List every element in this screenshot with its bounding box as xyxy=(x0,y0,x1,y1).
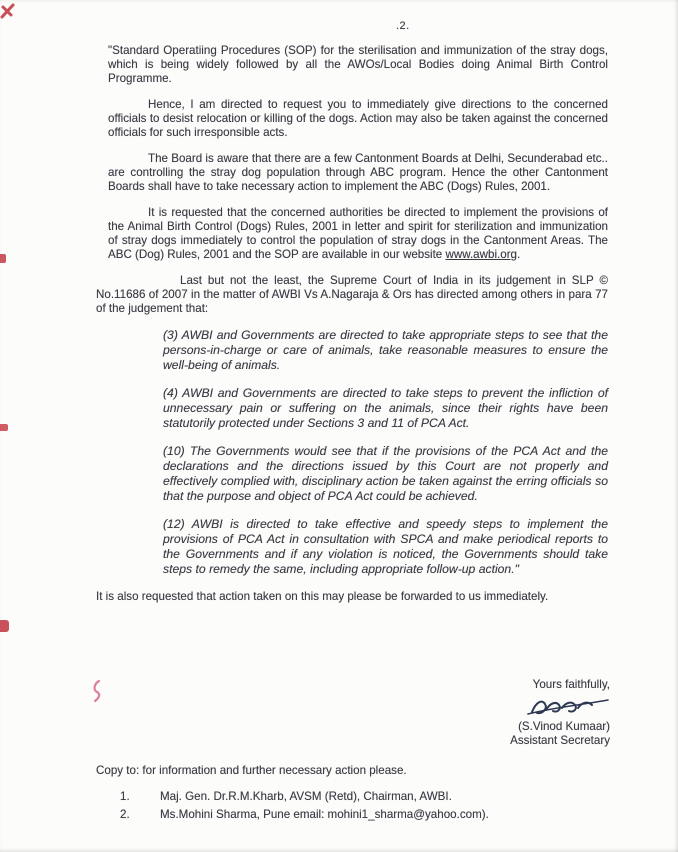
pink-pen-mark xyxy=(90,679,104,703)
copy-item-number: 1. xyxy=(120,790,130,803)
para-abc-rules-period: . xyxy=(517,248,521,261)
copy-to-heading: Copy to: for information and further necessary action please. xyxy=(96,764,407,777)
red-edge-mark xyxy=(0,424,8,431)
judgement-quote-10: (10) The Governments would see that if the provisions of the PCA Act and the declarations and the directions issued by this Court are not properly and effectively complied with, disciplinary action be taken against the erring officials so that the purpose and object of PCA Act could be achieved. xyxy=(163,444,608,503)
awbi-website-link[interactable]: www.awbi.org xyxy=(445,248,518,261)
red-corner-mark xyxy=(0,2,20,22)
para-abc-rules-text: It is requested that the concerned authorities be directed to implement the provisions of the Animal Birth Control (Dogs) Rules, 2001 in letter and spirit for sterilization and immunization of stray dogs immediately to control the population of stray dogs in the Cantonment Areas. The ABC (Dog) Rules, 2001 and the SOP are available in our website xyxy=(108,206,608,261)
closing-block xyxy=(510,678,610,749)
page-number: .2. xyxy=(396,20,410,32)
para-directions-request: Hence, I am directed to request you to immediately give directions to the concerned officials to desist relocation or killing of the dogs. Action may also be taken against the concerned officials for such irresponsible acts. xyxy=(108,98,608,139)
red-edge-mark xyxy=(0,254,6,263)
closing-salutation: Yours faithfully, xyxy=(532,678,610,691)
signature-scribble xyxy=(526,695,610,719)
para-forward-request: It is also requested that action taken on this may please be forwarded to us immediately. xyxy=(96,590,549,603)
judgement-quote-4: (4) AWBI and Governments are directed to take steps to prevent the infliction of unnecessary pain or suffering on the animals, since their rights have been statutorily protected under Sections 3 and 11 of PCA Act. xyxy=(163,386,608,430)
copy-item xyxy=(120,790,489,804)
judgement-quote-12: (12) AWBI is directed to take effective and speedy steps to implement the provisions of PCA Act in consultation with SPCA and make periodical reports to the Governments and if any violation is noticed, the Governments should take steps to remedy the same, including appropriate follow-up action." xyxy=(163,517,608,576)
copy-to-list xyxy=(120,790,489,826)
para-supreme-court: Last but not the least, the Supreme Court of India in its judgement in SLP © No.11686 of 2007 in the matter of AWBI Vs A.Nagaraja & Ors has directed among others in para 77 of the judgement that: xyxy=(96,274,608,315)
red-edge-mark xyxy=(0,620,9,632)
copy-item-text: Maj. Gen. Dr.R.M.Kharb, AVSM (Retd), Chairman, AWBI. xyxy=(160,790,452,803)
para-sop: "Standard Operatiing Procedures (SOP) for the sterilisation and immunization of the stray dogs, which is being widely followed by all the AWOs/Local Bodies doing Animal Birth Control Programme. xyxy=(108,44,608,85)
letter-body xyxy=(96,44,608,616)
judgement-quote-3: (3) AWBI and Governments are directed to take appropriate steps to see that the persons-in-charge or care of animals, take reasonable measures to ensure the well-being of animals. xyxy=(163,328,608,372)
copy-item-text: Ms.Mohini Sharma, Pune email: mohini1_sharma@yahoo.com). xyxy=(160,808,489,821)
signatory-title: Assistant Secretary xyxy=(510,734,610,747)
para-cantonment-boards: The Board is aware that there are a few Cantonment Boards at Delhi, Secunderabad etc.. are controlling the stray dog population through ABC program. Hence the other Cantonment Boards shall have to take necessary action to implement the ABC (Dogs) Rules, 2001. xyxy=(108,152,608,193)
signatory-name: (S.Vinod Kumaar) xyxy=(518,719,610,733)
para-abc-rules xyxy=(108,206,608,262)
copy-item xyxy=(120,808,489,822)
copy-item-number: 2. xyxy=(120,808,130,821)
